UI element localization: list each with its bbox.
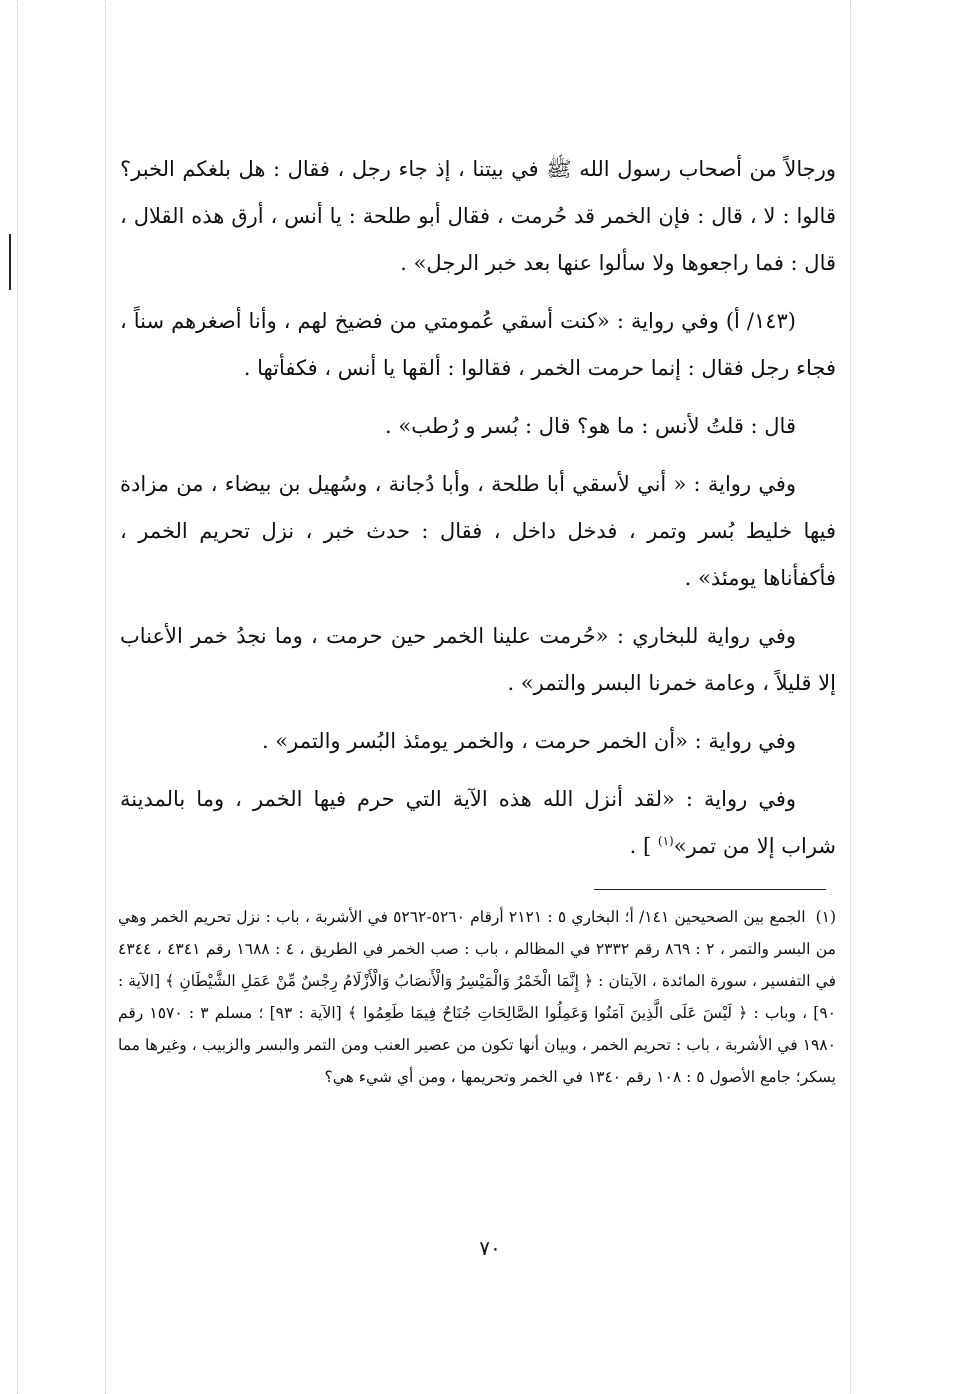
footnote-text: الجمع بين الصحيحين ١٤١/ أ؛ البخاري ٥ : ٢١٢١ أرقام ٥٢٦٠-٥٢٦٢ في الأشربة ، باب : نزل تحريم الخمر وهي من البسر والتمر ، ٢ : ٨٦٩ رقم ٢٣٣٢ في المظالم ، باب : صب الخمر في الطريق ، ٤ : ١٦٨٨ رقم ٤٣٤١ ، ٤٣٤٤ في التفسير ، سورة المائدة ، الآيتان : ﴿ إِنَّمَا الْخَمْرُ وَالْمَيْسِرُ وَالْأَنصَابُ وَالْأَزْلَامُ رِجْسٌ مِّنْ عَمَلِ الشَّيْطَانِ ﴾ [الآية : ٩٠] ، وباب : ﴿ لَيْسَ عَلَى الَّذِينَ آمَنُوا وَعَمِلُوا الصَّالِحَاتِ جُنَاحٌ فِيمَا طَعِمُوا ﴾ [الآية : ٩٣] ؛ مسلم ٣ : ١٥٧٠ رقم ١٩٨٠ في الأشربة ، باب : تحريم الخمر ، وبيان أنها تكون من عصير العنب ومن التمر والبسر والزبيب ، وغيرها مما يسكر؛ جامع الأصول ٥ : ١٠٨ رقم ١٣٤٠ في الخمر وتحريمها ، ومن أي شيء هي؟ [118, 908, 836, 1086]
paragraph-anas-question: قال : قلتُ لأنس : ما هو؟ قال : بُسر و رُطب» . [385, 414, 796, 438]
closing-bracket: ] . [629, 834, 658, 858]
main-text [120, 146, 836, 881]
paragraph-bukhari-narration: وفي رواية للبخاري : «حُرمت علينا الخمر حين حرمت ، وما نجدُ خمر الأعناب إلا قليلاً ، وعامة خمرنا البسر والتمر» . [120, 624, 836, 695]
footnote-reference: (١) [657, 834, 674, 848]
footnote [118, 901, 836, 1093]
paragraph-narration-143a: (١٤٣/ أ) وفي رواية : «كنت أسقي عُمومتي من فضيخ لهم ، وأنا أصغرهم سناً ، فجاء رجل فقال : إنما حرمت الخمر ، فقالوا : ألقها يا أنس ، فكفأتها . [120, 309, 836, 380]
paragraph-narration-abu-talha: وفي رواية : « أني لأسقي أبا طلحة ، وأبا دُجانة ، وسُهيل بن بيضاء ، من مزادة فيها خليط بُسر وتمر ، فدخل داخل ، فقال : حدث خبر ، نزل تحريم الخمر ، فأكفأناها يومئذ» . [120, 472, 836, 590]
scan-guide-line [17, 0, 18, 1394]
last-narration-text: وفي رواية : «لقد أنزل الله هذه الآية التي حرم فيها الخمر ، وما بالمدينة شراب إلا من تمر» [120, 787, 836, 858]
paragraph-last-narration [120, 776, 836, 870]
scan-guide-line [105, 0, 106, 1394]
paragraph-continuation: ورجالاً من أصحاب رسول الله ﷺ في بيتنا ، إذ جاء رجل ، فقال : هل بلغكم الخبر؟ قالوا : لا ، قال : فإن الخمر قد حُرمت ، فقال أبو طلحة : يا أنس ، أرق هذه القلال ، قال : فما راجعوها ولا سألوا عنها بعد خبر الرجل» . [120, 157, 836, 275]
scan-guide-line [850, 0, 851, 1394]
footnote-divider [594, 889, 826, 890]
paragraph-narration-busr: وفي رواية : «أن الخمر حرمت ، والخمر يومئذ البُسر والتمر» . [261, 729, 796, 753]
footnote-number: (١) [815, 908, 837, 926]
margin-mark [9, 234, 11, 290]
page-number: ٧٠ [479, 1236, 501, 1260]
